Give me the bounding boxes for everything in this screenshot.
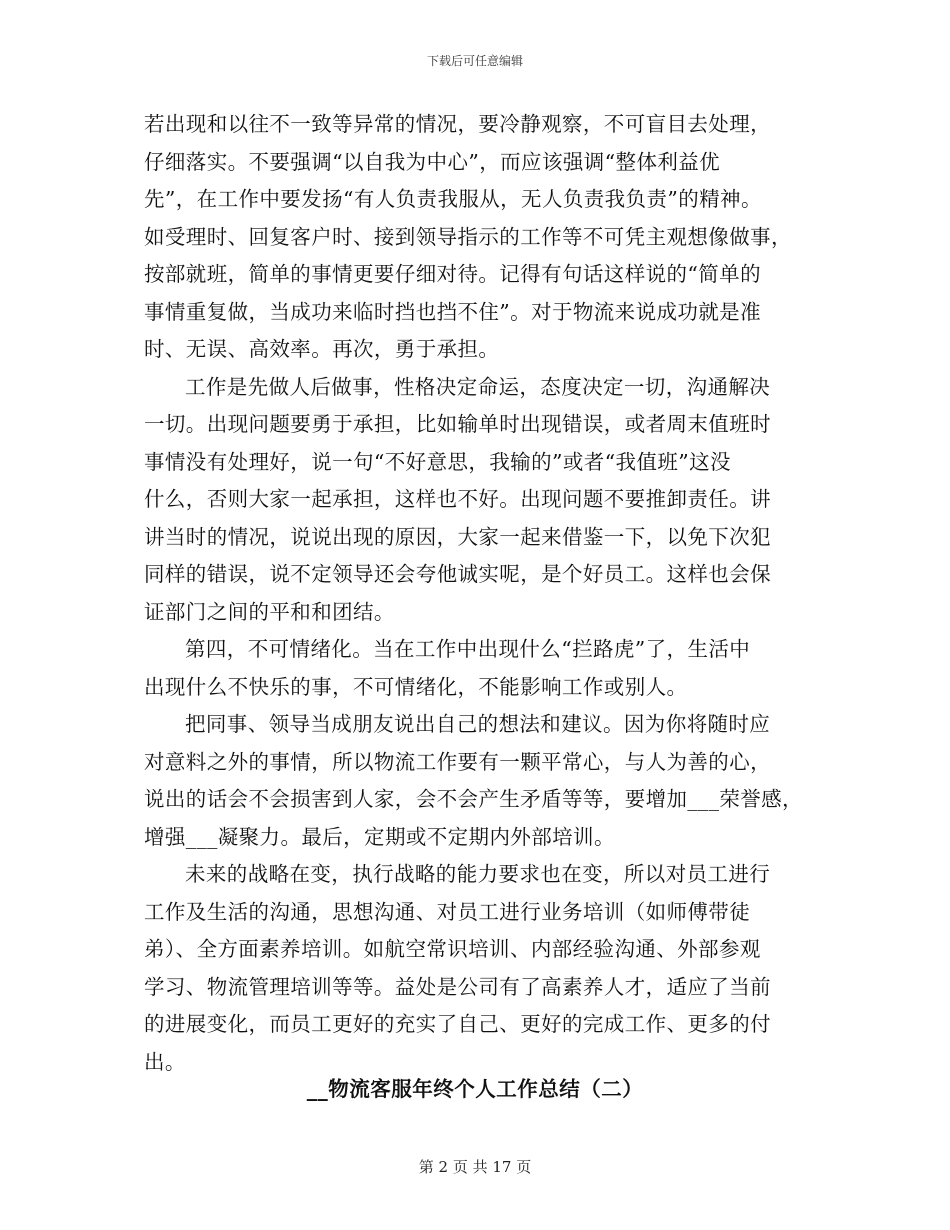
text-line: 证部门之间的平和和团结。 <box>144 599 395 624</box>
text-line: 学习、物流管理培训等等。益处是公司有了高素养人才，适应了当前 <box>144 974 771 999</box>
text-line: 出。 <box>144 1049 186 1074</box>
text-line: 出现什么不快乐的事，不可情绪化，不能影响工作或别人。 <box>144 674 688 699</box>
text-line: 对意料之外的事情，所以物流工作要有一颗平常心，与人为善的心， <box>144 749 771 774</box>
page-number: 第 2 页 共 17 页 <box>418 1158 532 1176</box>
text-line: 仔细落实。不要强调“以自我为中心”，而应该强调“整体利益优 <box>144 149 721 174</box>
text-line: 事情没有处理好，说一句“不好意思，我输的”或者“我值班”这没 <box>144 449 731 474</box>
text-line: 工作及生活的沟通，思想沟通、对员工进行业务培训（如师傅带徒 <box>144 899 751 924</box>
paragraph-first-line: 第四，不可情绪化。当在工作中出现什么“拦路虎”了，生活中 <box>185 637 751 661</box>
text-line: 的进展变化，而员工更好的充实了自己、更好的完成工作、更多的付 <box>144 1012 771 1036</box>
paragraph-first-line: 未来的战略在变，执行战略的能力要求也在变，所以对员工进行 <box>185 862 771 886</box>
text-line: 先”，在工作中要发扬“有人负责我服从，无人负责我负责”的精神。 <box>144 187 762 211</box>
text-line: 如受理时、回复客户时、接到领导指示的工作等不可凭主观想像做事， <box>144 224 792 249</box>
document-body <box>144 106 824 1081</box>
text-line: 说出的话会不会损害到人家，会不会产生矛盾等等，要增加___荣誉感， <box>144 787 803 811</box>
section-heading: __物流客服年终个人工作总结（二） <box>306 1077 644 1101</box>
text-line: 同样的错误，说不定领导还会夸他诚实呢，是个好员工。这样也会保 <box>144 562 771 586</box>
text-line: 时、无误、高效率。再次，勇于承担。 <box>144 337 500 361</box>
text-line: 按部就班，简单的事情更要仔细对待。记得有句话这样说的“简单的 <box>144 262 761 286</box>
text-line: 若出现和以往不一致等异常的情况，要冷静观察，不可盲目去处理， <box>144 112 771 136</box>
text-line: 什么，否则大家一起承担，这样也不好。出现问题不要推卸责任。讲 <box>144 487 771 511</box>
text-line: 事情重复做，当成功来临时挡也挡不住”。对于物流来说成功就是准 <box>144 299 761 324</box>
text-line: 一切。出现问题要勇于承担，比如输单时出现错误，或者周末值班时 <box>144 412 771 436</box>
text-line: 讲当时的情况，说说出现的原因，大家一起来借鉴一下，以免下次犯 <box>144 524 771 549</box>
paragraph-first-line: 工作是先做人后做事，性格决定命运，态度决定一切，沟通解决 <box>185 374 771 399</box>
text-line: 弟）、全方面素养培训。如航空常识培训、内部经验沟通、外部参观 <box>144 937 761 961</box>
page-header: 下载后可任意编辑 <box>426 54 523 68</box>
paragraph-first-line: 把同事、领导当成朋友说出自己的想法和建议。因为你将随时应 <box>185 712 771 736</box>
text-line: 增强___凝聚力。最后，定期或不定期内外部培训。 <box>144 824 615 849</box>
